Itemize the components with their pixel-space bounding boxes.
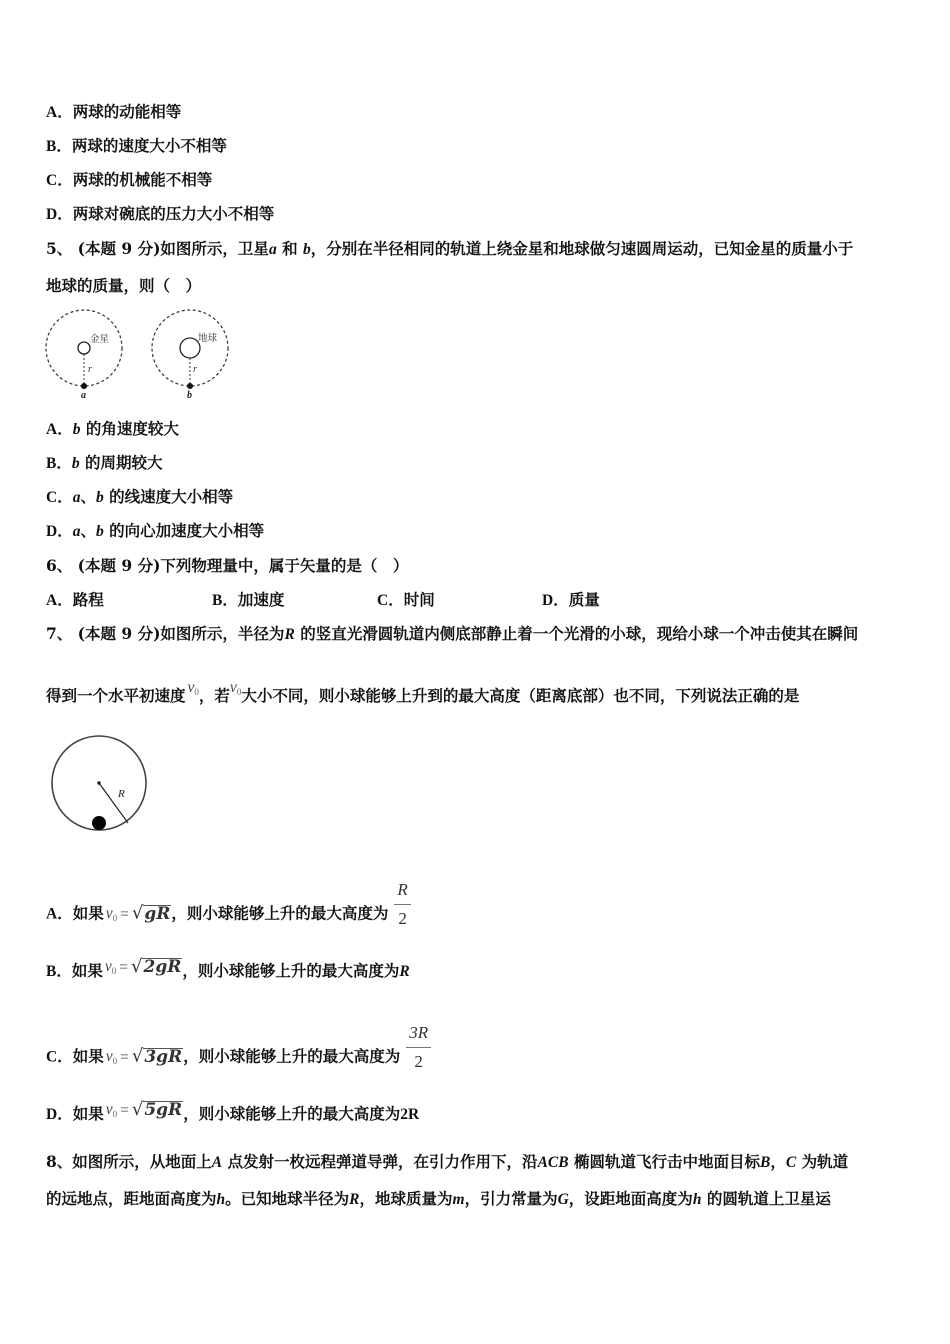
q7-option-c xyxy=(46,1023,431,1084)
v0-symbol xyxy=(188,679,199,696)
q7-stem-line2 xyxy=(46,679,800,711)
q5-option-b xyxy=(46,453,163,474)
fraction-numerator: 3R xyxy=(406,1021,431,1048)
option-letter: D． xyxy=(46,1106,73,1123)
q8-text: ，地球质量为 xyxy=(359,1189,453,1208)
option-pre: 如果 xyxy=(72,903,104,923)
var-b: b xyxy=(95,489,104,506)
option-text: 路程 xyxy=(72,590,104,609)
var-G: G xyxy=(557,1191,569,1208)
q4-option-a xyxy=(46,102,181,123)
q8-text: ，设距地面高度为 xyxy=(568,1189,693,1208)
q5-option-a xyxy=(46,419,179,440)
radical-sign: √ xyxy=(131,956,143,977)
satellite-a xyxy=(81,383,87,389)
q7-option-a xyxy=(46,880,411,941)
fraction-denominator: 2 xyxy=(398,909,407,928)
var-A: A xyxy=(211,1154,223,1171)
separator: 、 xyxy=(80,521,96,540)
option-pre: 如果 xyxy=(71,961,103,980)
fraction-numerator: R xyxy=(394,878,410,905)
option-letter: A． xyxy=(46,592,73,609)
option-letter: C． xyxy=(377,592,404,609)
q5-stem-part: ，分别在半径相同的轨道上绕金星和地球做匀速圆周运动，已知金星的质量小于 xyxy=(310,239,854,258)
option-letter: B． xyxy=(212,592,238,609)
v-subscript: 0 xyxy=(112,912,118,923)
var-m: m xyxy=(452,1191,465,1208)
satellite-a-label: a xyxy=(81,390,86,401)
option-post: ，则小球能够上升的最大高度为 xyxy=(182,961,400,980)
v0-symbol xyxy=(106,1048,117,1065)
q5-option-c xyxy=(46,487,233,508)
v-subscript: 0 xyxy=(111,966,117,976)
option-text: 的角速度较大 xyxy=(85,419,179,438)
var-b: b xyxy=(71,455,80,472)
var-a: a xyxy=(72,523,81,540)
fraction xyxy=(406,1021,431,1074)
q7-circle-track-figure xyxy=(48,733,152,833)
equals-sign: = xyxy=(120,1048,129,1066)
q8-text: 的圆轨道上卫星运 xyxy=(706,1189,831,1208)
option-text: 加速度 xyxy=(237,590,285,609)
q5-option-d xyxy=(46,521,264,542)
q8-text: 点发射一枚远程弹道导弹，在引力作用下，沿 xyxy=(227,1152,538,1171)
q7-option-d xyxy=(46,1099,420,1131)
answer-value: 2R xyxy=(400,1106,420,1123)
q6-option-c xyxy=(377,590,435,611)
v-letter: v xyxy=(105,904,113,922)
v-letter: v xyxy=(104,958,112,975)
separator: 、 xyxy=(80,487,96,506)
v-subscript: 0 xyxy=(112,1055,118,1066)
radicand: 3gR xyxy=(144,1046,183,1067)
fraction-denominator: 2 xyxy=(414,1052,423,1071)
venus-label: 金星 xyxy=(90,335,110,345)
var-b: b xyxy=(303,241,311,258)
q7-stem-part: 7、 (本题 9 分)如图所示，半径为 xyxy=(46,624,285,643)
v-letter: v xyxy=(105,1047,113,1065)
q7-line2-part: 大小不同，则小球能够上升到的最大高度（距离底部）也不同，下列说法正确的是 xyxy=(241,686,800,705)
fraction xyxy=(394,878,410,931)
option-letter: C． xyxy=(46,1048,73,1066)
q6-option-a xyxy=(46,590,104,611)
option-text: 的线速度大小相等 xyxy=(109,487,234,506)
option-text: 的周期较大 xyxy=(85,453,163,472)
option-pre: 如果 xyxy=(72,1104,104,1123)
q8-stem-line1 xyxy=(46,1152,848,1173)
equals-sign: = xyxy=(120,1102,129,1119)
q7-option-b xyxy=(46,956,410,988)
radicand: 5gR xyxy=(144,1100,183,1120)
satellite-b-label: b xyxy=(187,390,192,401)
var-a: a xyxy=(72,489,81,506)
v-letter: v xyxy=(105,1101,113,1118)
v-subscript: 0 xyxy=(194,687,199,697)
q7-line2-part: 得到一个水平初速度 xyxy=(46,686,186,705)
q6-stem-text: 6、 (本题 9 分)下列物理量中，属于矢量的是（ ） xyxy=(46,556,409,575)
v0-symbol xyxy=(105,958,116,975)
q4-option-c xyxy=(46,170,212,191)
var-ACB: ACB xyxy=(537,1154,569,1171)
option-letter: A． xyxy=(46,104,73,121)
radicand: gR xyxy=(144,903,171,924)
option-post: ，则小球能够上升的最大高度为 xyxy=(183,1046,401,1066)
option-letter: A． xyxy=(46,421,73,438)
q5-stem-line1 xyxy=(46,239,853,260)
option-letter: C． xyxy=(46,489,73,506)
q7-stem-line1 xyxy=(46,624,858,645)
option-text: 两球对碗底的压力大小不相等 xyxy=(72,204,275,223)
q8-text: 椭圆轨道飞行击中地面目标 xyxy=(573,1152,760,1171)
option-text: 的向心加速度大小相等 xyxy=(109,521,265,540)
small-ball xyxy=(92,816,106,830)
v0-symbol xyxy=(230,679,241,696)
earth-radius-label: r xyxy=(193,364,197,375)
var-R: R xyxy=(349,1191,360,1208)
q6-option-d xyxy=(542,590,600,611)
q8-text: ， xyxy=(770,1152,786,1171)
radical-sign: √ xyxy=(131,1045,144,1067)
var-b: b xyxy=(95,523,104,540)
q7-stem-part: 的竖直光滑圆轨道内侧底部静止着一个光滑的小球，现给小球一个冲击使其在瞬间 xyxy=(300,624,859,643)
option-letter: C． xyxy=(46,172,73,189)
q5-orbit-figure xyxy=(44,308,234,403)
option-post: ，则小球能够上升的最大高度为 xyxy=(183,1104,401,1123)
radicand: 2gR xyxy=(143,957,182,977)
v-subscript: 0 xyxy=(236,687,242,697)
radical-sign: √ xyxy=(131,1099,144,1120)
option-letter: D． xyxy=(542,592,569,609)
q7-line2-part: ，若 xyxy=(198,686,230,705)
option-text: 两球的速度大小不相等 xyxy=(71,136,227,155)
q8-text: 8、如图所示，从地面上 xyxy=(46,1152,212,1171)
option-text: 两球的动能相等 xyxy=(72,102,182,121)
option-post: ，则小球能够上升的最大高度为 xyxy=(171,903,389,923)
v0-symbol xyxy=(106,1101,117,1118)
option-letter: B． xyxy=(46,963,72,980)
earth-label: 地球 xyxy=(198,334,218,344)
q4-option-d xyxy=(46,204,274,225)
option-letter: B． xyxy=(46,455,72,472)
option-text: 两球的机械能不相等 xyxy=(72,170,213,189)
var-a: a xyxy=(268,241,277,258)
radical-sign: √ xyxy=(131,902,144,924)
radius-label: R xyxy=(118,788,125,800)
q5-stem-line2 xyxy=(46,276,201,296)
satellite-b xyxy=(187,383,193,389)
var-C: C xyxy=(785,1154,797,1171)
var-B: B xyxy=(760,1154,771,1171)
q8-text: 的远地点，距地面高度为 xyxy=(46,1189,217,1208)
answer-value: R xyxy=(399,963,410,980)
v-letter: v xyxy=(229,679,237,696)
option-letter: B． xyxy=(46,138,72,155)
var-R: R xyxy=(284,626,295,643)
q4-option-b xyxy=(46,136,227,157)
q6-stem xyxy=(46,556,408,576)
q5-stem-part: 5、 (本题 9 分)如图所示，卫星 xyxy=(46,239,269,258)
var-h: h xyxy=(692,1191,702,1208)
option-letter: D． xyxy=(46,206,73,223)
q5-stem-line2-text: 地球的质量，则（ ） xyxy=(46,276,202,295)
option-letter: A． xyxy=(46,905,73,923)
equals-sign: = xyxy=(120,905,129,923)
q8-stem-line2 xyxy=(46,1189,831,1210)
var-h: h xyxy=(216,1191,226,1208)
venus-radius-label: r xyxy=(88,364,92,375)
v-letter: v xyxy=(187,679,195,696)
earth-planet xyxy=(180,338,200,358)
venus-planet xyxy=(78,342,90,354)
option-pre: 如果 xyxy=(72,1046,104,1066)
option-text: 时间 xyxy=(403,590,435,609)
v-subscript: 0 xyxy=(112,1109,118,1119)
var-b: b xyxy=(72,421,81,438)
q6-option-b xyxy=(212,590,284,611)
option-text: 质量 xyxy=(568,590,600,609)
q8-text: 为轨道 xyxy=(801,1152,849,1171)
q8-text: ，引力常量为 xyxy=(464,1189,558,1208)
option-letter: D． xyxy=(46,523,73,540)
q5-stem-and: 和 xyxy=(282,239,298,258)
v0-symbol xyxy=(106,905,117,922)
equals-sign: = xyxy=(119,959,128,976)
q8-text: 。已知地球半径为 xyxy=(225,1189,350,1208)
